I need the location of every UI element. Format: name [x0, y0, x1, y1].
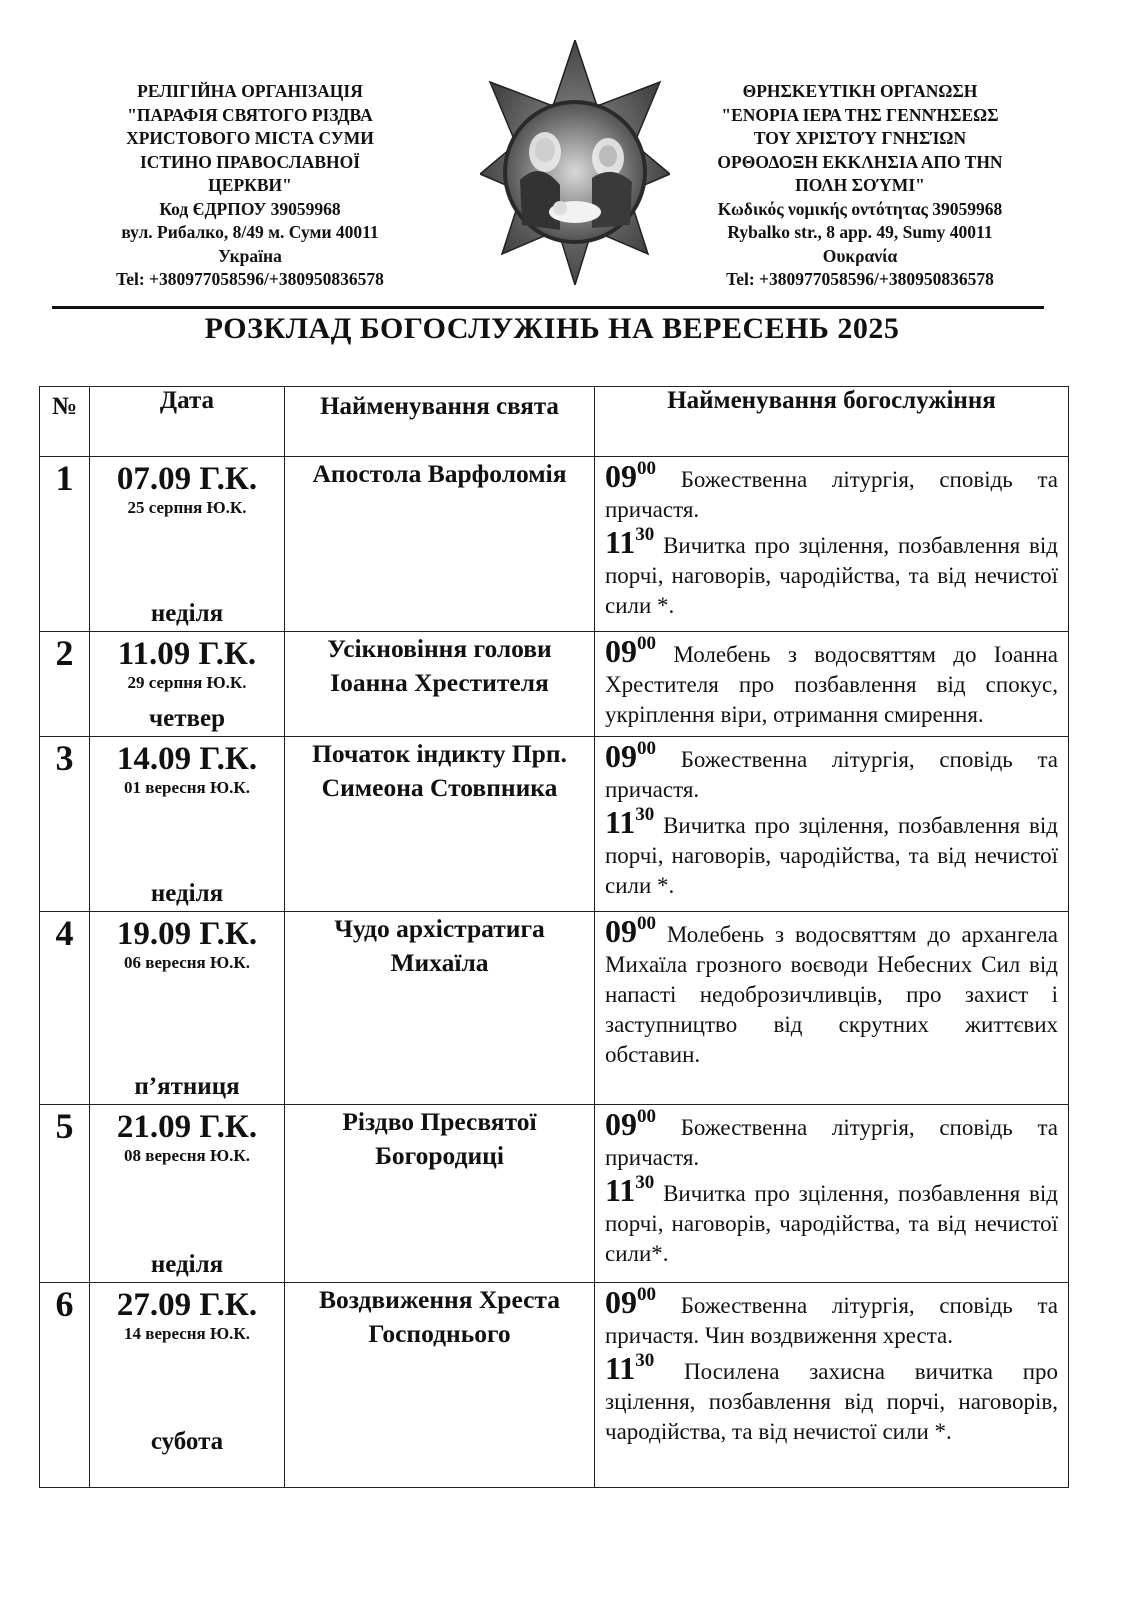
org-line: ЦЕРКВИ" — [208, 175, 292, 195]
org-address: Rybalko str., 8 app. 49, Sumy 40011 — [727, 222, 993, 242]
org-line: РЕЛІГІЙНА ОРГАНІЗАЦІЯ — [137, 81, 363, 101]
feast-name: Усікновіння голови Іоанна Хрестителя — [285, 632, 595, 737]
schedule-table — [39, 386, 1069, 1488]
weekday: неділя — [150, 880, 224, 907]
weekday: неділя — [150, 1251, 224, 1278]
col-header-service: Найменування богослужіння — [595, 387, 1069, 457]
service-time: $09^{00}$ — [605, 913, 656, 949]
table-row — [40, 737, 1069, 912]
org-info-ukrainian — [60, 80, 440, 292]
org-phone: Tel: +380977058596/+380950836578 — [726, 269, 994, 289]
service-entry — [605, 1284, 1059, 1351]
col-header-num: № — [40, 387, 90, 457]
weekday: неділя — [150, 600, 224, 627]
julian-date: 25 серпня Ю.К. — [127, 498, 247, 517]
gregorian-date: 21.09 Г.К. — [116, 1109, 258, 1145]
service-time: $11^{30}$ — [605, 804, 655, 840]
gregorian-date: 27.09 Г.К. — [116, 1287, 258, 1323]
org-info-greek — [670, 80, 1050, 292]
feast-name: Початок індикту Прп. Симеона Стовпника — [285, 737, 595, 912]
org-country: Ουκρανία — [822, 245, 898, 266]
service-cell — [595, 912, 1069, 1105]
service-description: Вичитка про зцілення, позбавлення від порчі, наговорів, чародійства, та від нечистої сили*. — [605, 1181, 1058, 1266]
org-line: ΠΟΛΗ ΣΟΎΜΙ" — [795, 175, 925, 195]
table-row — [40, 632, 1069, 737]
row-number: 1 — [40, 457, 90, 632]
gregorian-date: 14.09 Г.К. — [116, 741, 258, 777]
table-row — [40, 1283, 1069, 1488]
julian-date: 29 серпня Ю.К. — [127, 673, 247, 692]
service-cell — [595, 457, 1069, 632]
table-row — [40, 912, 1069, 1105]
service-entry — [605, 524, 1058, 621]
service-description: Божественна літургія, сповідь та причастя. — [605, 467, 1059, 522]
service-entry — [605, 1106, 1059, 1173]
date-cell — [90, 912, 285, 1105]
page-title: РОЗКЛАД БОГОСЛУЖІНЬ НА ВЕРЕСЕНЬ 2025 — [204, 312, 900, 345]
letterhead — [40, 40, 1090, 310]
gregorian-date: 07.09 Г.К. — [116, 461, 258, 497]
date-cell — [90, 737, 285, 912]
feast-name: Воздвиження Хреста Господнього — [285, 1283, 595, 1488]
feast-name: Апостола Варфоломія — [285, 457, 595, 632]
service-description: Вичитка про зцілення, позбавлення від порчі, наговорів, чародійства, та від нечистої сили *. — [605, 813, 1058, 898]
table-row — [40, 1105, 1069, 1283]
header-divider — [52, 306, 1044, 309]
date-cell — [90, 1283, 285, 1488]
weekday: п’ятниця — [134, 1073, 240, 1100]
table-row — [40, 457, 1069, 632]
org-address: вул. Рибалко, 8/49 м. Суми 40011 — [121, 222, 379, 242]
feast-name: Різдво Пресвятої Богородиці — [285, 1105, 595, 1283]
date-cell — [90, 457, 285, 632]
org-line: ΟΡΘΟΔΟΞΗ ΕΚΚΛΗΣΙΑ ΑΠΟ ΤΗΝ — [717, 151, 1003, 172]
org-line: ΤΟΥ ΧΡΙΣΤΟΎ ΓΝΗΣΊΩΝ — [753, 128, 967, 148]
service-time: $09^{00}$ — [605, 738, 656, 774]
org-line: ΘΡΗΣΚΕΥΤΙΚΗ ΟΡΓΑΝΩΣΗ — [742, 81, 978, 101]
service-description: Посилена захисна вичитка про зцілення, позбавлення від порчі, наговорів, чародійства, та від нечистої сили *. — [605, 1359, 1059, 1444]
service-time: $09^{00}$ — [605, 458, 656, 494]
service-time: $11^{30}$ — [605, 524, 655, 560]
row-number: 6 — [40, 1283, 90, 1488]
service-cell — [595, 1105, 1069, 1283]
service-entry — [605, 633, 1058, 730]
org-phone: Tel: +380977058596/+380950836578 — [116, 269, 384, 289]
service-entry — [605, 738, 1059, 805]
org-code: Код ЄДРПОУ 39059968 — [159, 198, 341, 219]
col-header-date: Дата — [90, 387, 285, 457]
julian-date: 08 вересня Ю.К. — [124, 1146, 250, 1165]
row-number: 5 — [40, 1105, 90, 1283]
org-line: ІСТИНО ПРАВОСЛАВНОЇ — [139, 151, 361, 172]
service-time: $11^{30}$ — [605, 1350, 655, 1386]
service-time: $09^{00}$ — [605, 1106, 656, 1142]
row-number: 3 — [40, 737, 90, 912]
service-cell — [595, 632, 1069, 737]
service-cell — [595, 1283, 1069, 1488]
service-description: Божественна літургія, сповідь та причастя. — [605, 1115, 1059, 1170]
table-header-row — [40, 387, 1069, 457]
gregorian-date: 11.09 Г.К. — [117, 636, 257, 672]
julian-date: 14 вересня Ю.К. — [124, 1324, 250, 1343]
service-entry — [605, 1172, 1058, 1269]
service-time: $09^{00}$ — [605, 633, 656, 669]
row-number: 4 — [40, 912, 90, 1105]
service-cell — [595, 737, 1069, 912]
date-cell — [90, 632, 285, 737]
org-line: ХРИСТОВОГО МІСТА СУМИ — [126, 128, 374, 148]
org-line: "ΕΝΟΡΙΑ ΙΕΡΑ ΤΗΣ ΓΕΝΝΉΣΕΩΣ — [721, 104, 999, 125]
service-entry — [605, 913, 1058, 1070]
service-entry — [605, 1350, 1059, 1447]
service-description: Вичитка про зцілення, позбавлення від порчі, наговорів, чародійства, та від нечистої сили *. — [605, 533, 1058, 618]
service-description: Божественна літургія, сповідь та причастя. — [605, 747, 1059, 802]
service-description: Молебень з водосвяттям до Іоанна Хрестителя про позбавлення від спокус, укріплення віри, отримання смирення. — [605, 642, 1058, 727]
service-description: Молебень з водосвяттям до архангела Михаїла грозного воєводи Небесних Сил від напасті недоброзичливців, про захист і заступництво від скрутних життєвих обставин. — [605, 922, 1058, 1067]
org-code: Κωδικός νομικής οντότητας 39059968 — [717, 198, 1003, 219]
row-number: 2 — [40, 632, 90, 737]
service-entry — [605, 804, 1058, 901]
service-time: $09^{00}$ — [605, 1284, 656, 1320]
julian-date: 06 вересня Ю.К. — [124, 953, 250, 972]
service-entry — [605, 458, 1059, 525]
gregorian-date: 19.09 Г.К. — [116, 916, 258, 952]
julian-date: 01 вересня Ю.К. — [124, 778, 250, 797]
nativity-star-icon — [480, 40, 670, 285]
org-line: "ПАРАФІЯ СВЯТОГО РІЗДВА — [127, 104, 373, 125]
service-description: Божественна літургія, сповідь та причастя. Чин воздвиження хреста. — [605, 1293, 1059, 1348]
feast-name: Чудо архістратига Михаїла — [285, 912, 595, 1105]
date-cell — [90, 1105, 285, 1283]
org-country: Україна — [218, 245, 282, 266]
service-time: $11^{30}$ — [605, 1172, 655, 1208]
col-header-feast: Найменування свята — [285, 387, 595, 457]
weekday: субота — [150, 1428, 224, 1455]
weekday: четвер — [149, 705, 225, 732]
